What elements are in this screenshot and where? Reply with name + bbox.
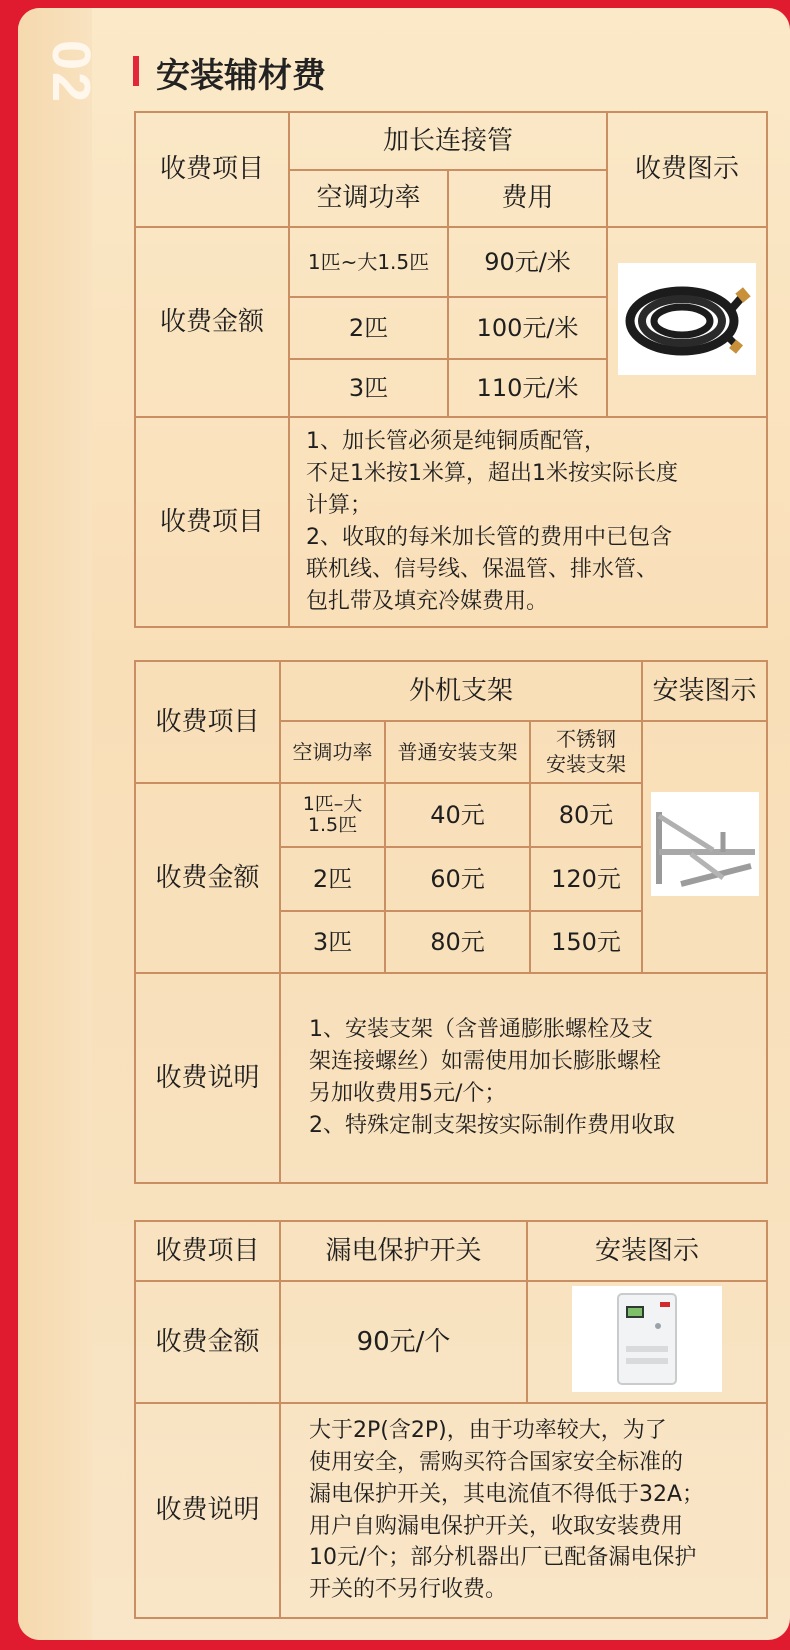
pipe-note-label: 收费项目 [135,417,289,627]
pipe-note [289,417,767,627]
switch-note [280,1403,767,1618]
bracket-image-cell [642,721,767,973]
power-line: 1匹–大 [302,793,363,816]
switch-image-header: 安装图示 [527,1221,767,1281]
pipe-row-fee: 100元/米 [448,297,607,359]
bracket-item-label: 收费项目 [135,661,280,783]
bracket-amount-label: 收费金额 [135,783,280,973]
bracket-fee-table [134,660,768,1184]
stainless-header-line: 安装支架 [546,752,627,776]
switch-note-label: 收费说明 [135,1403,280,1618]
pipe-image-header: 收费图示 [607,112,767,227]
bracket-row-power: 3匹 [280,911,385,973]
pipe-row-fee: 110元/米 [448,359,607,417]
note-line: 不足1米按1米算，超出1米按实际长度 [306,461,678,487]
pipe-row-power: 1匹~大1.5匹 [289,227,448,297]
switch-amount-label: 收费金额 [135,1281,280,1403]
side-strip [18,8,92,1640]
leakage-switch-icon [572,1286,722,1392]
switch-image-cell [527,1281,767,1403]
note-line: 大于2P(含2P)，由于功率较大，为了 [309,1417,667,1443]
note-line: 用户自购漏电保护开关，收取安装费用 [309,1513,684,1539]
steel-bracket-icon [651,792,759,896]
bracket-product-name: 外机支架 [280,661,642,721]
note-line: 计算； [306,493,373,519]
bracket-note [280,973,767,1183]
bracket-row-power: 2匹 [280,847,385,911]
pipe-row-fee: 90元/米 [448,227,607,297]
pipe-row-power: 2匹 [289,297,448,359]
switch-item-label: 收费项目 [135,1221,280,1281]
bracket-row-normal: 60元 [385,847,530,911]
page-title: 安装辅材费 [156,56,326,96]
bracket-row-stainless: 120元 [530,847,642,911]
pipe-fee-header: 费用 [448,170,607,227]
pipe-row-power: 3匹 [289,359,448,417]
note-line: 1、安装支架（含普通膨胀螺栓及支 [309,1017,653,1043]
pipe-amount-label: 收费金额 [135,227,289,417]
bracket-row-power [280,783,385,847]
bracket-note-label: 收费说明 [135,973,280,1183]
bracket-row-normal: 80元 [385,911,530,973]
stainless-header-line: 不锈钢 [556,727,617,751]
bracket-normal-header: 普通安装支架 [385,721,530,783]
pipe-fee-table [134,111,768,628]
note-line: 10元/个；部分机器出厂已配备漏电保护 [309,1545,697,1571]
note-line: 包扎带及填充冷媒费用。 [306,588,549,614]
note-line: 1、加长管必须是纯铜质配管， [306,429,606,455]
power-line: 1.5匹 [307,814,358,836]
coiled-pipe-icon [618,263,756,375]
switch-amount: 90元/个 [280,1281,527,1403]
bracket-row-normal: 40元 [385,783,530,847]
note-line: 联机线、信号线、保温管、排水管、 [306,556,659,582]
section-number: 02 [41,40,101,105]
note-line: 架连接螺丝）如需使用加长膨胀螺栓 [309,1049,662,1075]
bracket-power-header: 空调功率 [280,721,385,783]
title-accent-bar [133,56,139,86]
bracket-row-stainless: 80元 [530,783,642,847]
bracket-image-header: 安装图示 [642,661,767,721]
switch-fee-table [134,1220,768,1619]
bracket-stainless-header [530,721,642,783]
note-line: 2、特殊定制支架按实际制作费用收取 [309,1112,675,1138]
pipe-image-cell [607,227,767,417]
note-line: 另加收费用5元/个； [309,1081,507,1106]
note-line: 漏电保护开关，其电流值不得低于32A； [309,1481,705,1507]
note-line: 开关的不另行收费。 [309,1577,508,1603]
switch-product-name: 漏电保护开关 [280,1221,527,1281]
note-line: 2、收取的每米加长管的费用中已包含 [306,525,672,550]
pipe-power-header: 空调功率 [289,170,448,227]
pipe-item-label: 收费项目 [135,112,289,227]
note-line: 使用安全，需购买符合国家安全标准的 [309,1449,684,1475]
pipe-product-name: 加长连接管 [289,112,607,170]
bracket-row-stainless: 150元 [530,911,642,973]
